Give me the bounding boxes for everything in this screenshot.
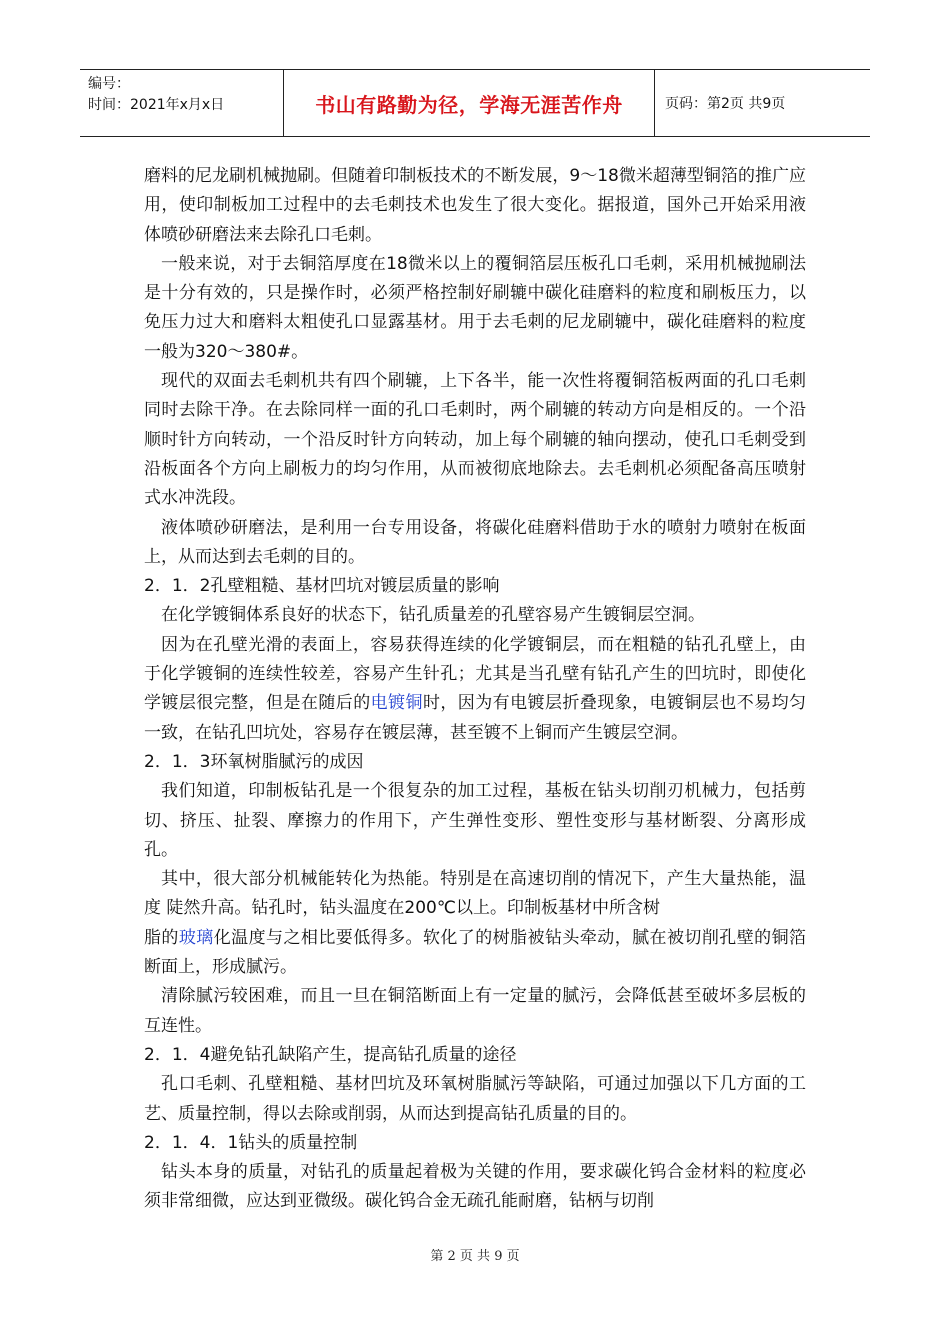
section-heading-2-1-4-1: 2．1．4．1钻头的质量控制 — [144, 1132, 358, 1153]
header-page-number: 页码：第2页 共9页 — [665, 96, 786, 112]
paragraph-double-sided-deburring: 现代的双面去毛刺机共有四个刷辘，上下各半，能一次性将覆铜箔板两面的孔口毛刺同时去除干净。在去除同样一面的孔口毛刺时，两个刷辘的转动方向是相反的。一个沿顺时针方向转动，一个沿反时针方向转动，加上每个刷辘的轴向摆动，使孔口毛刺受到沿板面各个方向上刷板力的均匀作用，从而被彻底地除去。去毛刺机必须配备高压喷射式水冲洗段。 — [144, 371, 806, 509]
paragraph-continuation: 磨料的尼龙刷机械抛刷。但随着印制板技术的不断发展，9～18微米超薄型铜箔的推广应用，使印制板加工过程中的去毛刺技术也发生了很大变化。据报道，国外己开始采用液体喷砂研磨法来去除孔口毛刺。 — [144, 166, 806, 245]
paragraph-defect-control: 孔口毛刺、孔壁粗糙、基材凹坑及环氧树脂腻污等缺陷，可通过加强以下几方面的工艺、质量控制，得以去除或削弱，从而达到提高钻孔质量的目的。 — [144, 1074, 806, 1124]
electroplating-copper-link[interactable]: 电镀铜 — [370, 693, 423, 714]
page-footer: 第 2 页 共 9 页 — [430, 1249, 520, 1264]
page-header — [80, 69, 870, 137]
document-body — [144, 162, 806, 1217]
paragraph-rough-hole-wall — [144, 631, 806, 748]
paragraph-heat-generation: 其中，很大部分机械能转化为热能。特别是在高速切削的情况下，产生大量热能，温度 陡然升高。钻孔时，钻头温度在200℃以上。印制板基材中所含树 — [144, 869, 806, 919]
paragraph-glass-transition — [144, 924, 806, 983]
text-run: 化温度与之相比要低得多。软化了的树脂被钻头牵动，腻在被切削孔壁的铜箔断面上，形成腻污。 — [144, 927, 807, 978]
paragraph-smear-removal: 清除腻污较困难，而且一旦在铜箔断面上有一定量的腻污，会降低甚至破坏多层板的互连性。 — [144, 986, 806, 1036]
glass-link[interactable]: 玻璃 — [178, 927, 214, 948]
paragraph-drilling-process: 我们知道，印制板钻孔是一个很复杂的加工过程，基板在钻头切削刃机械力，包括剪切、挤压、扯裂、摩擦力的作用下，产生弹性变形、塑性变形与基材断裂、分离形成孔。 — [144, 781, 806, 860]
section-heading-2-1-2: 2．1．2孔壁粗糙、基材凹坑对镀层质量的影响 — [144, 576, 500, 597]
paragraph-drill-quality: 钻头本身的质量，对钻孔的质量起着极为关键的作用，要求碳化钨合金材料的粒度必须非常细微，应达到亚微级。碳化钨合金无疏孔能耐磨，钻柄与切削 — [144, 1162, 806, 1212]
text-run: 因为在孔壁光滑的表面上，容易获得连续的化学镀铜层，而在粗糙的钻孔孔壁上，由于化学镀铜的连续性较差，容易产生针孔；尤其是当孔壁有钻孔产生的凹坑时，即使化学镀层很完整，但是在随后的 — [144, 634, 806, 714]
section-heading-2-1-4: 2．1．4避免钻孔缺陷产生，提高钻孔质量的途径 — [144, 1044, 517, 1065]
document-number-label: 编号： — [88, 76, 130, 92]
paragraph-mechanical-brushing: 一般来说，对于去铜箔厚度在18微米以上的覆铜箔层压板孔口毛刺，采用机械抛刷法是十分有效的，只是操作时，必须严格控制好刷辘中碳化硅磨料的粒度和刷板压力，以免压力过大和磨料太粗使孔口显露基材。用于去毛刺的尼龙刷辘中，碳化硅磨料的粒度一般为320～380#。 — [144, 253, 806, 362]
paragraph-plating-voids: 在化学镀铜体系良好的状态下，钻孔质量差的孔壁容易产生镀铜层空洞。 — [161, 605, 705, 626]
text-run: 脂的 — [144, 927, 179, 948]
text-run: 时，因为有电镀层折叠现象，电镀铜层也不易均匀一致，在钻孔凹坑处，容易存在镀层薄，甚至镀不上铜而产生镀层空洞。 — [144, 693, 807, 743]
document-time-label: 时间：2021年x月x日 — [88, 97, 225, 113]
header-motto: 书山有路勤为径，学海无涯苦作舟 — [283, 70, 655, 136]
paragraph-liquid-sandblasting: 液体喷砂研磨法，是利用一台专用设备，将碳化硅磨料借助于水的喷射力喷射在板面上，从而达到去毛刺的目的。 — [144, 517, 806, 567]
header-meta — [80, 70, 283, 136]
section-heading-2-1-3: 2．1．3环氧树脂腻污的成因 — [144, 751, 364, 772]
